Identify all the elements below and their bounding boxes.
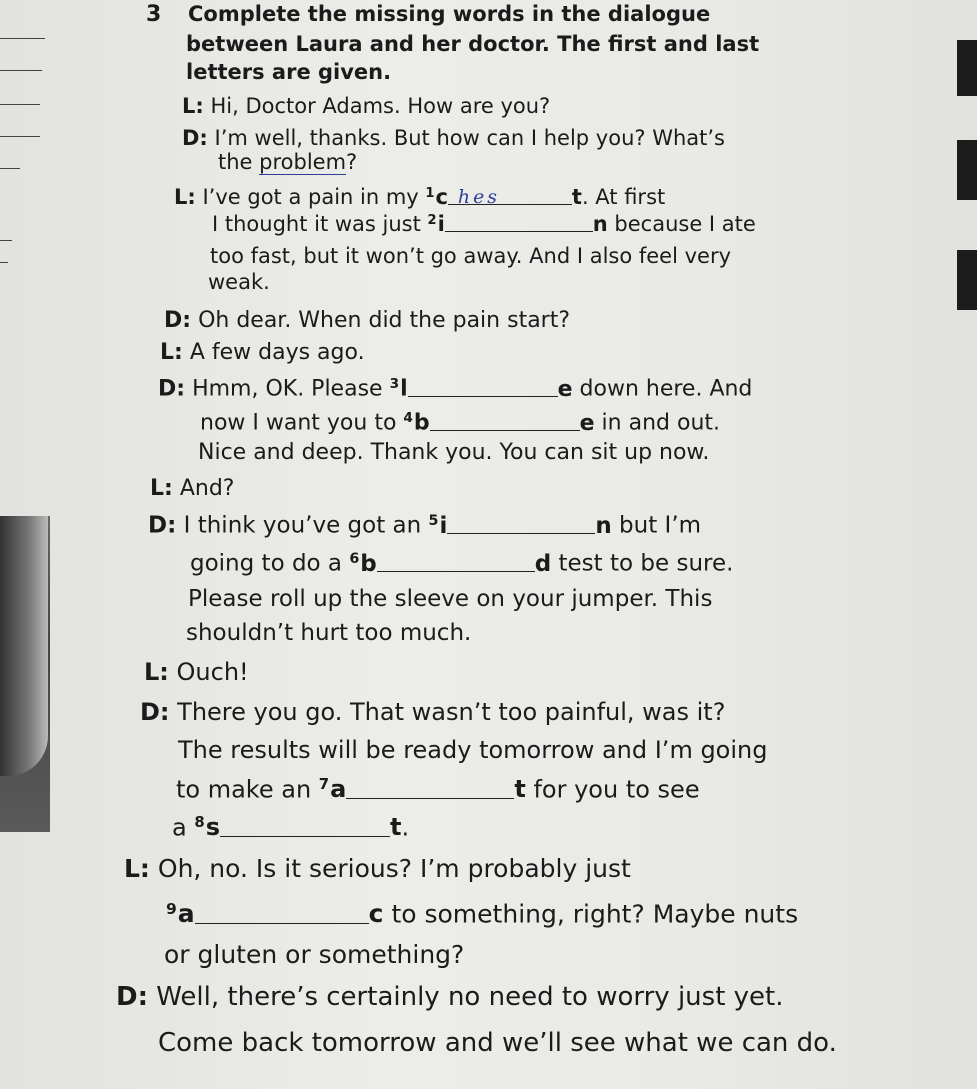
gap-2: $^2$i	[427, 211, 445, 236]
gap-4-blank[interactable]	[430, 410, 580, 431]
margin-rule	[0, 168, 20, 169]
dialogue-text: I’ve got a pain in my	[202, 184, 426, 209]
dialogue-line: The results will be ready tomorrow and I’m going	[178, 736, 768, 764]
dialogue-line	[166, 899, 799, 929]
gap-4-end: e	[579, 410, 595, 436]
handwritten-answer: hes	[457, 185, 500, 208]
margin-rule	[0, 240, 12, 241]
dialogue-text: test to be sure.	[551, 550, 734, 577]
dialogue-text: ?	[346, 150, 358, 174]
dialogue-line	[172, 813, 410, 842]
dialogue-line	[124, 856, 631, 881]
dialogue-line	[176, 775, 700, 804]
dialogue-text: .	[401, 813, 410, 842]
dialogue-line: Come back tomorrow and we’ll see what we can do.	[158, 1028, 837, 1058]
dialogue-line: shouldn’t hurt too much.	[186, 620, 472, 646]
dialogue-line: Nice and deep. Thank you. You can sit up now.	[198, 440, 710, 465]
dialogue-line	[150, 478, 234, 500]
speaker-doctor: D:	[158, 376, 186, 402]
dialogue-line	[218, 152, 357, 173]
dialogue-line: Please roll up the sleeve on your jumper. This	[188, 586, 713, 612]
gap-8: $^8$s	[194, 813, 220, 842]
dialogue-line	[158, 376, 752, 401]
right-edge-tab	[957, 40, 977, 96]
dialogue-line: or gluten or something?	[164, 940, 465, 969]
instruction-line-2: between Laura and her doctor. The first and last	[186, 32, 760, 56]
dialogue-text: Ouch!	[176, 658, 249, 686]
dialogue-line	[200, 410, 720, 435]
dialogue-line: too fast, but it won’t go away. And I also feel very	[210, 244, 732, 268]
dialogue-text: now I want you to	[200, 410, 404, 436]
gap-6: $^6$b	[349, 550, 377, 577]
speaker-laura: L:	[160, 340, 183, 365]
speaker-doctor: D:	[148, 512, 177, 539]
dialogue-text: . At first	[581, 184, 666, 209]
gap-5-blank[interactable]	[447, 512, 595, 534]
dialogue-text: a	[172, 813, 195, 842]
gap-7: $^7$a	[318, 775, 347, 804]
speaker-laura: L:	[124, 854, 150, 883]
dialogue-text: Well, there’s certainly no need to worry just yet.	[156, 982, 784, 1012]
speaker-doctor: D:	[140, 698, 170, 726]
gap-7-end: t	[514, 775, 526, 804]
margin-rule	[0, 104, 40, 105]
gap-2-end: n	[592, 211, 608, 236]
dialogue-line	[212, 212, 756, 235]
gap-9-end: c	[368, 899, 384, 929]
gap-7-blank[interactable]	[346, 776, 514, 799]
dialogue-text: going to do a	[190, 550, 350, 577]
instruction-line-1: Complete the missing words in the dialogue	[188, 2, 711, 26]
margin-rule	[0, 262, 8, 263]
dialogue-line	[190, 550, 733, 576]
speaker-laura: L:	[182, 94, 204, 118]
underlined-word: problem	[259, 150, 347, 174]
gap-8-blank[interactable]	[220, 814, 390, 837]
dialogue-text: I thought it was just	[212, 211, 428, 236]
dialogue-text: the	[218, 150, 260, 174]
dialogue-line	[148, 512, 701, 538]
gap-1-end: t	[571, 184, 582, 209]
speaker-doctor: D:	[164, 308, 192, 333]
gap-8-end: t	[390, 813, 402, 842]
dialogue-text: Oh, no. Is it serious? I’m probably just	[157, 854, 631, 883]
dialogue-text: for you to see	[525, 775, 700, 804]
left-edge-photo	[0, 516, 50, 832]
instruction-line-3: letters are given.	[186, 60, 392, 84]
gap-6-end: d	[534, 550, 552, 577]
dialogue-text: but I’m	[611, 512, 702, 539]
dialogue-text: because I ate	[607, 211, 756, 236]
dialogue-text: I’m well, thanks. But how can I help you? What’s	[214, 126, 725, 150]
dialogue-line	[182, 128, 725, 149]
dialogue-text: There you go. That wasn’t too painful, was it?	[177, 698, 726, 726]
dialogue-line	[182, 96, 550, 117]
gap-2-blank[interactable]	[445, 212, 593, 232]
margin-rule	[0, 38, 45, 39]
speaker-doctor: D:	[116, 982, 148, 1012]
dialogue-line	[144, 660, 249, 684]
dialogue-line	[116, 984, 784, 1010]
gap-5-end: n	[595, 512, 612, 539]
margin-rule	[0, 136, 40, 137]
gap-4: $^4$b	[403, 410, 430, 436]
dialogue-text: to something, right? Maybe nuts	[383, 899, 799, 929]
right-edge-tab	[957, 140, 977, 200]
gap-6-blank[interactable]	[377, 550, 535, 572]
margin-rule	[0, 70, 42, 71]
exercise-number: 3	[146, 2, 162, 27]
gap-9-blank[interactable]	[195, 900, 369, 924]
dialogue-text: Hi, Doctor Adams. How are you?	[210, 94, 551, 118]
dialogue-text: to make an	[176, 775, 319, 804]
dialogue-text: And?	[179, 476, 235, 501]
dialogue-text: Oh dear. When did the pain start?	[198, 308, 571, 333]
gap-5: $^5$i	[428, 512, 448, 539]
dialogue-line	[140, 700, 725, 724]
gap-9: $^9$a	[166, 899, 195, 929]
dialogue-text: in and out.	[594, 410, 721, 436]
speaker-laura: L:	[144, 658, 169, 686]
dialogue-line	[174, 185, 665, 208]
gap-1-blank[interactable]	[448, 185, 572, 208]
gap-3-end: e	[557, 376, 573, 402]
gap-1: $^1$c	[425, 184, 448, 209]
dialogue-line	[160, 342, 365, 364]
dialogue-text: A few days ago.	[189, 340, 365, 365]
speaker-laura: L:	[150, 476, 173, 501]
dialogue-text: Hmm, OK. Please	[192, 376, 390, 402]
gap-3: $^3$l	[389, 376, 408, 402]
dialogue-text: I think you’ve got an	[183, 512, 429, 539]
dialogue-text: down here. And	[572, 376, 753, 402]
right-edge-tab	[957, 250, 977, 310]
speaker-doctor: D:	[182, 126, 208, 150]
dialogue-line: weak.	[208, 270, 270, 294]
speaker-laura: L:	[174, 184, 196, 209]
dialogue-line	[164, 310, 570, 332]
gap-3-blank[interactable]	[408, 376, 558, 397]
